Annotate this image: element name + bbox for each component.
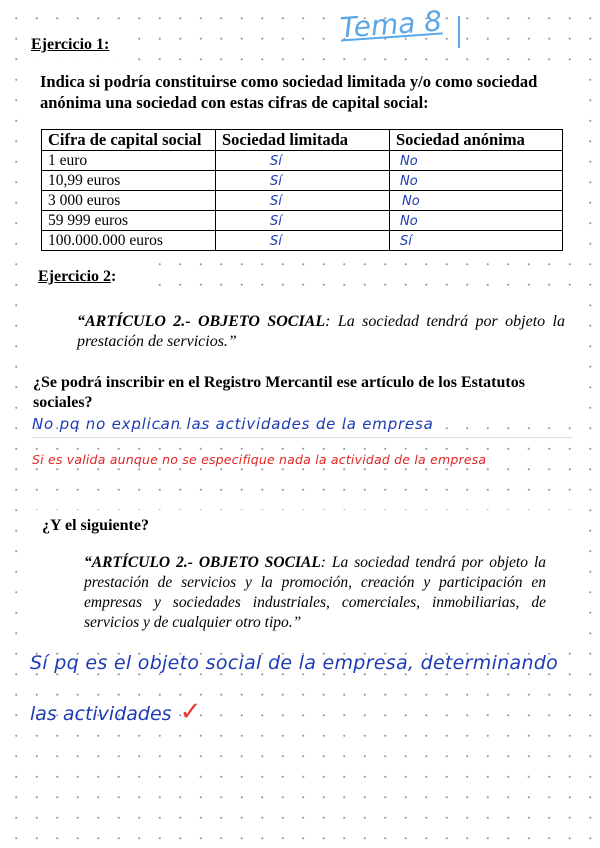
cell-anonima	[390, 171, 563, 191]
cell-cifra: 10,99 euros	[42, 171, 216, 191]
ejercicio1-prompt: Indica si podría constituirse como sociedad limitada y/o como sociedad anónima una sociedad con estas cifras de capital social:	[40, 72, 538, 112]
table-row	[42, 151, 563, 171]
tema-label-bar	[458, 16, 460, 48]
ejercicio2-second-panel	[28, 510, 572, 638]
answer-anonima: No	[400, 173, 418, 189]
cell-limitada	[216, 231, 390, 251]
capital-table	[41, 129, 563, 251]
answer-anonima: No	[400, 153, 418, 169]
answer-anonima: Sí	[400, 233, 412, 249]
answer-anonima: No	[400, 213, 418, 229]
article2-body: : La sociedad tendrá por objeto la prestación de servicios y la promoción, creación y participación en empresas y sociedades industriales, comerciales, inmobiliarias, de servicios y de cualquier otro tipo.”	[84, 554, 546, 631]
question2: ¿Y el siguiente?	[42, 517, 149, 534]
article1-quote	[77, 312, 565, 352]
article1-body: : La sociedad tendrá por objeto la prestación de servicios.”	[77, 313, 565, 350]
tema-label-text: Tema 8	[338, 4, 444, 45]
ejercicio1-heading-panel	[18, 30, 130, 60]
tema-label	[339, 4, 443, 44]
question1: ¿Se podrá inscribir en el Registro Mercantil ese artículo de los Estatutos sociales?	[33, 374, 525, 411]
cell-cifra: 59 999 euros	[42, 211, 216, 231]
article2-quote	[84, 553, 546, 633]
header-cifra: Cifra de capital social	[42, 130, 216, 151]
ejercicio2-heading-panel	[28, 262, 150, 294]
table-row	[42, 171, 563, 191]
answer2-line2-wrap	[30, 697, 201, 727]
answer-limitada: Sí	[270, 153, 282, 169]
ejercicio2-heading-colon: :	[111, 268, 117, 285]
cell-limitada	[216, 191, 390, 211]
cell-anonima	[390, 151, 563, 171]
capital-table-header	[42, 130, 563, 151]
cell-limitada	[216, 171, 390, 191]
answer1-blue: No pq no explican las actividades de la empresa	[32, 415, 434, 433]
answer1-red: Si es valida aunque no se especifique nada la actividad de la empresa	[32, 452, 487, 467]
header-limitada: Sociedad limitada	[216, 130, 390, 151]
ejercicio1-panel	[20, 62, 580, 258]
answer-anonima: No	[402, 193, 420, 209]
answer-limitada: Sí	[270, 173, 282, 189]
ejercicio1-heading: Ejercicio 1:	[31, 36, 110, 53]
header-anonima: Sociedad anónima	[390, 130, 563, 151]
answer2-line1: Sí pq es el objeto social de la empresa, determinando	[30, 652, 559, 674]
answer2-line2: las actividades	[30, 703, 172, 725]
cell-cifra: 3 000 euros	[42, 191, 216, 211]
checkmark-icon: ✓	[179, 697, 202, 727]
cell-limitada	[216, 151, 390, 171]
cell-anonima	[390, 231, 563, 251]
ejercicio2-heading-text: Ejercicio 2	[38, 268, 112, 285]
ejercicio2-heading	[38, 268, 116, 286]
answer1-underline	[32, 437, 572, 438]
article1-title: “ARTÍCULO 2.- OBJETO SOCIAL	[77, 313, 326, 330]
answer-limitada: Sí	[270, 233, 282, 249]
cell-cifra: 100.000.000 euros	[42, 231, 216, 251]
table-row	[42, 211, 563, 231]
cell-cifra: 1 euro	[42, 151, 216, 171]
cell-anonima	[390, 191, 563, 211]
cell-anonima	[390, 211, 563, 231]
table-row	[42, 191, 563, 211]
answer-limitada: Sí	[270, 193, 282, 209]
table-row	[42, 231, 563, 251]
cell-limitada	[216, 211, 390, 231]
answer-limitada: Sí	[270, 213, 282, 229]
article2-title: “ARTÍCULO 2.- OBJETO SOCIAL	[84, 554, 321, 571]
